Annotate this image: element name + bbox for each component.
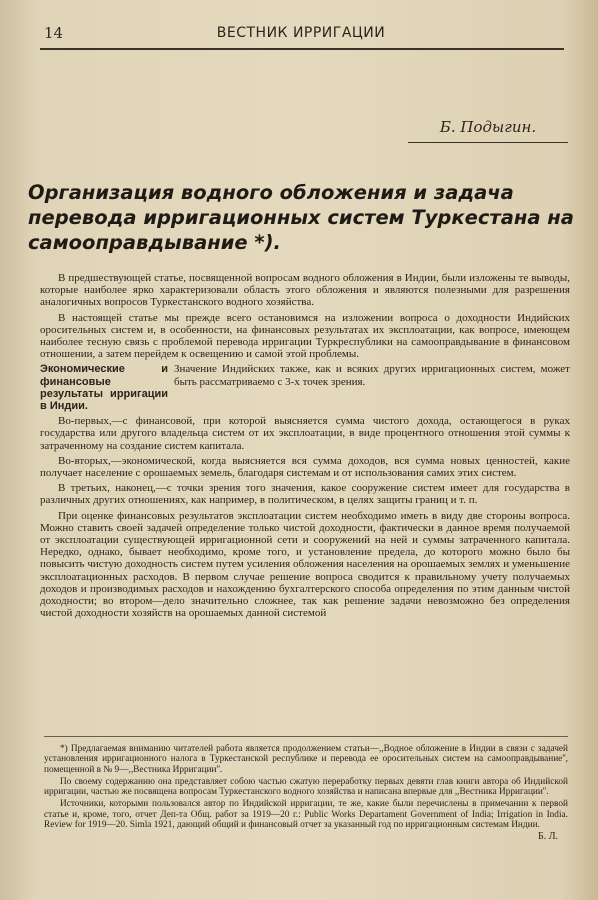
article-body bbox=[40, 272, 570, 622]
author-name: Б. Подыгин. bbox=[408, 118, 568, 143]
footnote: По своему содержанию она представляет собою частью сжатую переработку первых девяти глав книги автора об Индийской ирригации, частью же посвящена вопросам Туркестанского водного хозяйства и написана впервые для ,,Вестника Ирригации''. bbox=[44, 776, 568, 798]
paragraph: В предшествующей статье, посвященной вопросам водного обложения в Индии, были изложены те выводы, которые наиболее ярко характеризовали область этого обложения и являются полезными для разрешения аналогичных вопросов Туркестанского водного хозяйства. bbox=[40, 272, 570, 309]
article-title: Организация водного обложения и задача перевода ирригационных систем Туркестана на самооправдывание *). bbox=[28, 181, 574, 254]
journal-title: ВЕСТНИК ИРРИГАЦИИ bbox=[216, 25, 386, 41]
paragraph: В третьих, наконец,—с точки зрения того значения, какое сооружение систем имеет для государства в различных других отношениях, как например, в политическом, в целях защиты границ и т. п. bbox=[40, 482, 570, 507]
paragraph: Во-первых,—с финансовой, при которой выясняется сумма чистого дохода, остающегося в руках государства или другого владельца систем от их эксплоатации, в виде процентного отношения этой суммы к затраченному на создание систем капитала. bbox=[40, 415, 570, 452]
footnote-signature: Б. Л. bbox=[537, 831, 558, 843]
section-block bbox=[40, 363, 570, 412]
header-rule bbox=[40, 48, 564, 50]
page-number: 14 bbox=[44, 24, 64, 42]
paragraph: Значение Индийских также, как и всяких других ирригационных систем, может быть рассматриваемо с 3-х точек зрения. bbox=[174, 363, 570, 388]
footnotes bbox=[44, 744, 568, 843]
footnote: *) Предлагаемая вниманию читателей работа является продолжением статьи—,,Водное обложение в Индии в связи с задачей установления ирригационного налога в Туркестанской республике и перевода ее оросительных систем на самооправдывание'', помещенной в № 9—,,Вестника Ирригации''. bbox=[44, 744, 568, 775]
paragraph: При оценке финансовых результатов эксплоатации систем необходимо иметь в виду две стороны вопроса. Можно ставить своей задачей определение только чистой доходности, фактически в данное время получаемой от эксплоатации существующей ирригационной сети и сооружений на ней и суммы затраченного капитала. Нередко, однако, бывает необходимо, кроме того, и установление предела, до которого можно было бы повысить чистую доходность систем путем усиления обложения населения на орошаемых землях и уменьшение эксплоатационных расходов. В первом случае решение вопроса сводится к правильному учету получаемых доходов и производимых расходов и нахождению бухгалтерского способа определения по этим данным чистой доходности; во втором—дело значительно сложнее, так как решение задачи невозможно без определения чистой доходности хозяйств на орошаемых данной системой bbox=[40, 509, 570, 620]
footnote-rule bbox=[44, 736, 568, 737]
paragraph: В настоящей статье мы прежде всего остановимся на изложении вопроса о доходности Индийских оросительных систем и, в особенности, на финансовых результатах их эксплоатации, как вопросе, имеющем наиболее тесную связь с проблемой перевода ирригации Туркреспублики на самооправдывание в финансовом отношении, а затем перейдем к освещению и самой этой проблемы. bbox=[40, 311, 570, 361]
section-side-heading: Экономические и финансовые результаты ирригации в Индии. bbox=[40, 363, 168, 413]
paragraph: Во-вторых,—экономической, когда выясняется вся сумма доходов, вся сумма новых ценностей, какие получает население с орошаемых земель, благодаря системам и от использования самих этих систем. bbox=[40, 454, 570, 480]
running-header bbox=[44, 22, 558, 44]
footnote: Источники, которыми пользовался автор по Индийской ирригации, те же, какие были перечислены в примечании к первой статье и, кроме, того, отчет Деп-та Общ. работ за 1919—20 г.: Public Works Departament Government of India; Irrigation in India. Review for 1919—20. Simla 1921, дающий общий и финансовый отчет за указанный год по ирригационным системам Индии. bbox=[44, 799, 568, 831]
